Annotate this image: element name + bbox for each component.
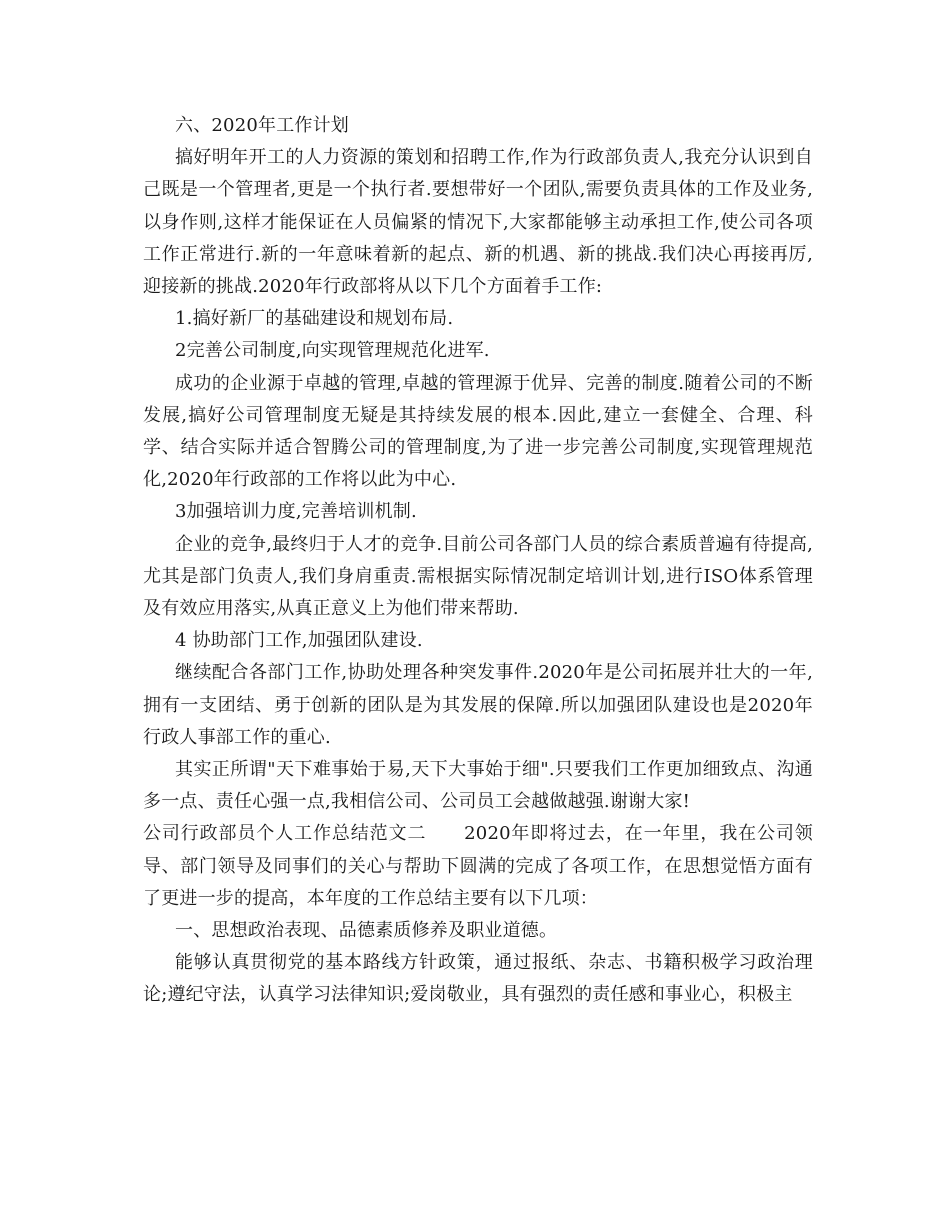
section-heading-plan: 六、2020年工作计划 xyxy=(175,115,350,136)
paragraph-management-system: 成功的企业源于卓越的管理,卓越的管理源于优异、完善的制度.随着公司的不断发展,搞好公司管理制度无疑是其持续发展的根本.因此,建立一套健全、合理、科学、结合实际并适合智腾公司的管理制度,为了进一步完善公司制度,实现管理规范化,2020年行政部的工作将以此为中心. xyxy=(143,372,813,491)
paragraph-team-building: 继续配合各部门工作,协助处理各种突发事件.2020年是公司拓展并壮大的一年,拥有一支团结、勇于创新的团队是为其发展的保障.所以加强团队建设也是2020年行政人事部工作的重心. xyxy=(143,662,813,748)
document-body xyxy=(143,110,813,1012)
paragraph-political: 能够认真贯彻党的基本路线方针政策，通过报纸、杂志、书籍积极学习政治理论;遵纪守法，认真学习法律知识;爱岗敬业，具有强烈的责任感和事业心，积极主 xyxy=(143,952,813,1006)
section-heading-political: 一、思想政治表现、品德素质修养及职业道德。 xyxy=(175,920,558,942)
list-item-2: 2完善公司制度,向实现管理规范化进军. xyxy=(175,340,490,362)
list-item-3: 3加强培训力度,完善培训机制. xyxy=(175,501,417,523)
list-item-1: 1.搞好新厂的基础建设和规划布局. xyxy=(175,308,454,330)
list-item-4: 4 协助部门工作,加强团队建设. xyxy=(175,630,423,652)
paragraph-training: 企业的竞争,最终归于人才的竞争.目前公司各部门人员的综合素质普遍有待提高,尤其是部门负责人,我们身肩重责.需根据实际情况制定培训计划,进行ISO体系管理及有效应用落实,从真正意义上为他们带来帮助. xyxy=(143,533,813,620)
paragraph-summary-two-intro: 公司行政部员个人工作总结范文二 2020年即将过去，在一年里，我在公司领导、部门领导及同事们的关心与帮助下圆满的完成了各项工作，在思想觉悟方面有了更进一步的提高，本年度的工作总结主要有以下几项： xyxy=(143,823,813,909)
paragraph-closing: 其实正所谓"天下难事始于易,天下大事始于细".只要我们工作更加细致点、沟通多一点、责任心强一点,我相信公司、公司员工会越做越强.谢谢大家! xyxy=(143,759,813,813)
paragraph-hr-planning: 搞好明年开工的人力资源的策划和招聘工作,作为行政部负责人,我充分认识到自己既是一个管理者,更是一个执行者.要想带好一个团队,需要负责具体的工作及业务,以身作则,这样才能保证在人员偏紧的情况下,大家都能够主动承担工作,使公司各项工作正常进行.新的一年意味着新的起点、新的机遇、新的挑战.我们决心再接再厉,迎接新的挑战.2020年行政部将从以下几个方面着手工作: xyxy=(143,147,813,298)
